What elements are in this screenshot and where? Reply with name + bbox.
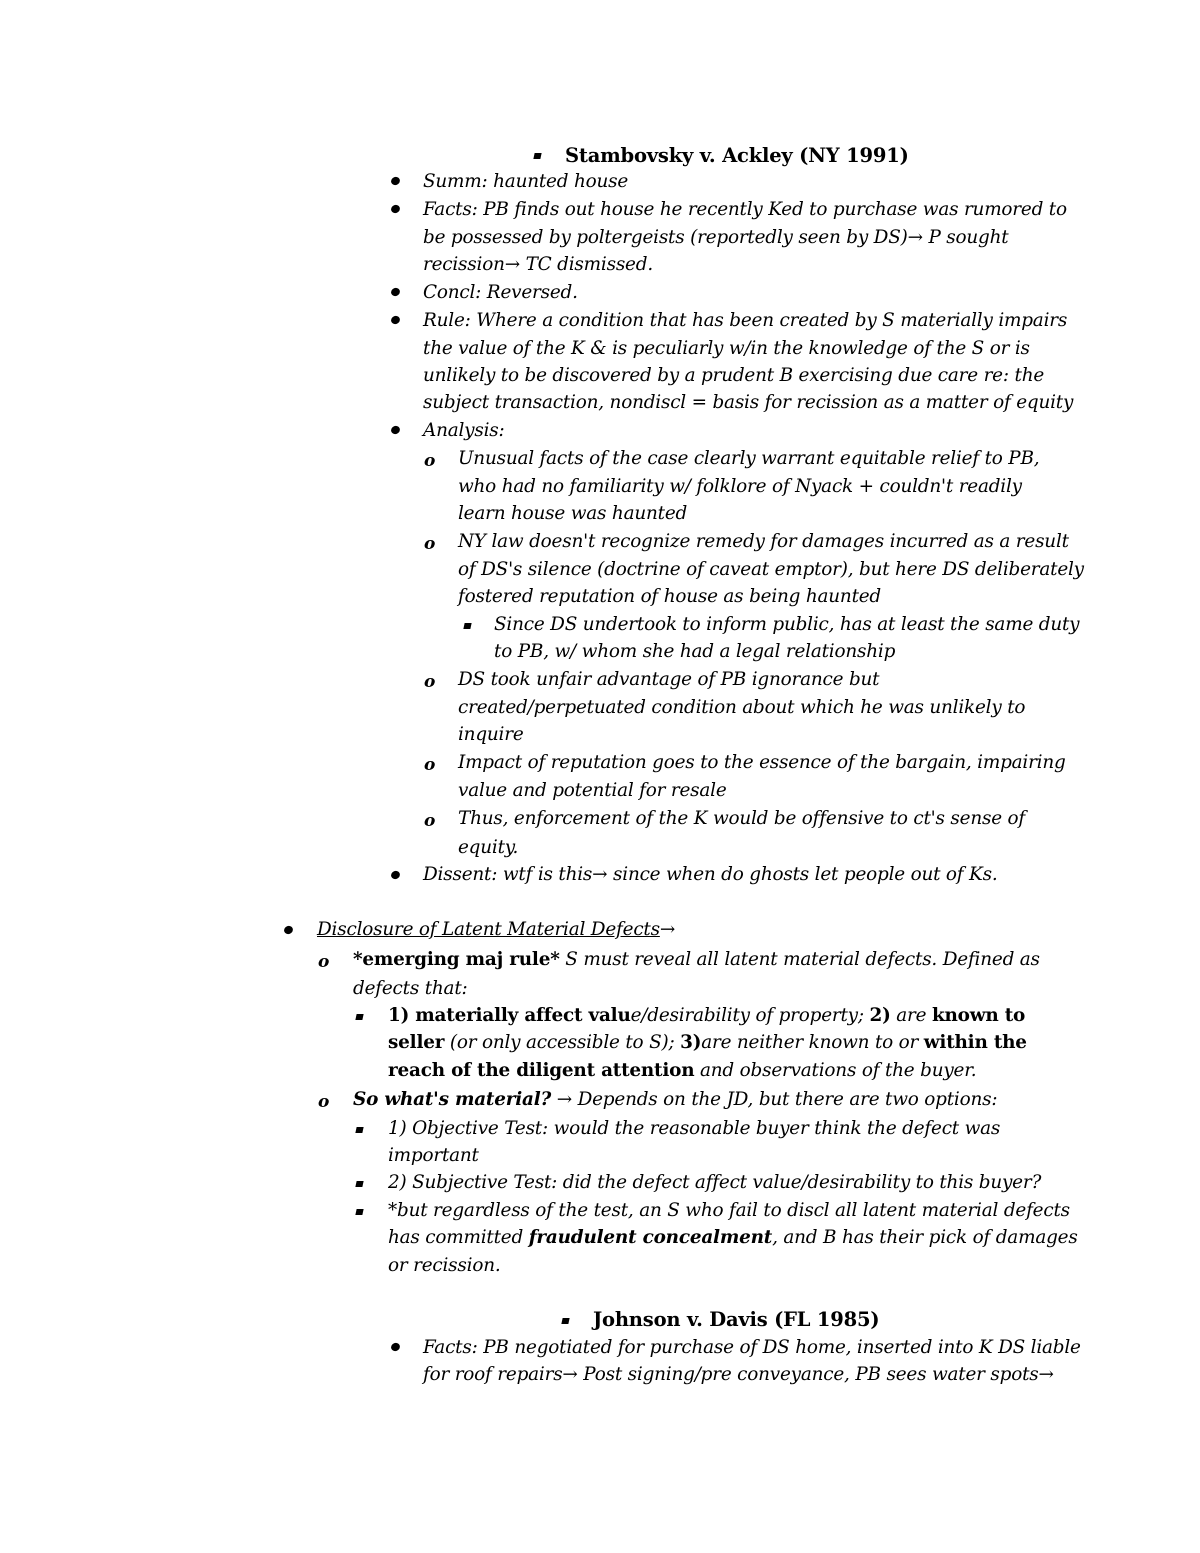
case2-facts-line-2: for roof repairs→ Post signing/pre conveyance, PB sees water spots→	[423, 1364, 1054, 1385]
objective-test-line-1: 1) Objective Test: would the reasonable buyer think the defect was	[388, 1118, 1001, 1139]
conclusion-line: Concl: Reversed.	[423, 282, 578, 303]
square-bullet-icon	[463, 623, 471, 629]
circle-bullet-icon: o	[424, 534, 436, 554]
square-bullet-icon	[355, 1014, 363, 1020]
analysis-2-sub-line-1: Since DS undertook to inform public, has at least the same duty	[494, 614, 1080, 635]
square-bullet-icon	[355, 1209, 363, 1215]
criteria-text: 3)	[680, 1032, 702, 1053]
material-question-line	[353, 1089, 997, 1111]
majority-rule-label: *emerging maj rule*	[353, 949, 560, 970]
regardless-line-3: or recission.	[388, 1255, 501, 1276]
criteria-line-2	[388, 1032, 1027, 1054]
criteria-text: within the	[923, 1032, 1027, 1053]
analysis-1-line-2: who had no familiarity w/ folklore of Nyack + couldn't readily	[458, 476, 1022, 497]
fraudulent-concealment: fraudulent concealment	[528, 1227, 773, 1248]
criteria-text: (or only accessible to S);	[444, 1032, 681, 1053]
case-title-stambovsky: Stambovsky v. Ackley (NY 1991)	[565, 144, 909, 167]
analysis-1-line-3: learn house was haunted	[458, 503, 688, 524]
regardless-text: has committed	[388, 1227, 529, 1248]
circle-bullet-icon: o	[318, 1092, 330, 1112]
rule-line-4: subject transaction, nondiscl = basis for recission as a matter of equity	[423, 392, 1074, 413]
analysis-2-line-2: of DS's silence (doctrine of caveat emptor), but here DS deliberately	[458, 559, 1084, 580]
analysis-5-line-1: Thus, enforcement of the K would be offensive to ct's sense of	[458, 808, 1026, 829]
summary-line: Summ: haunted house	[423, 171, 629, 192]
disclosure-heading-text: Disclosure of Latent Material Defects	[317, 919, 660, 940]
criteria-text: are neither known to or	[701, 1032, 924, 1053]
analysis-3-line-3: inquire	[458, 724, 524, 745]
facts-line-2: be possessed by poltergeists (reportedly seen by DS)→ P sought	[423, 227, 1009, 248]
analysis-2-line-3: fostered reputation of house as being haunted	[458, 586, 882, 607]
rule-line-2: the value of the K & is peculiarly w/in the knowledge of the S or is	[423, 338, 1030, 359]
dissent-line: Dissent: wtf is this→ since when do ghosts let people out of Ks.	[423, 864, 998, 885]
majority-rule-line-1	[353, 949, 1040, 971]
criteria-text: are	[890, 1005, 932, 1026]
rule-line-3: unlikely to be discovered by a prudent B exercising due care re: the	[423, 365, 1045, 386]
circle-bullet-icon: o	[424, 451, 436, 471]
square-bullet-icon	[561, 1318, 569, 1324]
criteria-text: and observations of the buyer.	[694, 1060, 977, 1081]
analysis-5-line-2: equity.	[458, 837, 519, 858]
round-bullet-icon	[390, 314, 402, 325]
case-title-johnson: Johnson v. Davis (FL 1985)	[593, 1308, 880, 1331]
round-bullet-icon	[390, 424, 402, 435]
criteria-text: 2)	[869, 1005, 891, 1026]
circle-bullet-icon: o	[424, 811, 436, 831]
criteria-line-1	[388, 1005, 1025, 1027]
analysis-2-line-1: NY law doesn't recognize remedy for damages incurred as a result	[458, 531, 1069, 552]
round-bullet-icon	[390, 175, 402, 186]
circle-bullet-icon: o	[424, 672, 436, 692]
facts-line-1: Facts: PB finds out house he recently Ked to purchase was rumored to	[423, 199, 1067, 220]
round-bullet-icon	[390, 1341, 402, 1352]
square-bullet-icon	[533, 153, 541, 159]
circle-bullet-icon: o	[424, 755, 436, 775]
criteria-text: reach of the diligent attention	[388, 1060, 695, 1081]
regardless-text: , and B has their pick of damages	[772, 1227, 1078, 1248]
square-bullet-icon	[355, 1181, 363, 1187]
arrow-icon: →	[659, 919, 676, 940]
material-question: So what's material?	[353, 1089, 552, 1110]
majority-rule-line-2: defects that:	[353, 978, 468, 999]
analysis-3-line-1: DS took unfair advantage of PB ignorance but	[458, 669, 880, 690]
majority-rule-text: S must reveal all latent material defects. Defined as	[559, 949, 1040, 970]
analysis-2-sub-line-2: to PB, w/ whom she had a legal relationship	[494, 641, 896, 662]
round-bullet-icon	[390, 869, 402, 880]
round-bullet-icon	[390, 203, 402, 214]
square-bullet-icon	[355, 1127, 363, 1133]
regardless-line-1: *but regardless of the test, an S who fail to discl all latent material defects	[388, 1200, 1070, 1221]
circle-bullet-icon: o	[318, 952, 330, 972]
case2-facts-line-1: Facts: PB negotiated for purchase of DS home, inserted into K DS liable	[423, 1337, 1081, 1358]
criteria-text: seller	[388, 1032, 445, 1053]
analysis-4-line-1: Impact of reputation goes to the essence of the bargain, impairing	[458, 752, 1066, 773]
regardless-line-2	[388, 1227, 1078, 1249]
analysis-1-line-1: Unusual facts of the case clearly warrant equitable relief to PB,	[458, 448, 1040, 469]
analysis-label: Analysis:	[423, 420, 505, 441]
analysis-3-line-2: created/perpetuated condition about which he was unlikely to	[458, 697, 1026, 718]
criteria-text: known to	[931, 1005, 1026, 1026]
criteria-text: e/desirability of property;	[630, 1005, 870, 1026]
criteria-text: 1) materially affect valu	[388, 1005, 631, 1026]
disclosure-heading	[317, 919, 675, 941]
rule-line-1: Rule: Where a condition that has been created by S materially impairs	[423, 310, 1068, 331]
analysis-4-line-2: value and potential for resale	[458, 780, 727, 801]
round-bullet-icon	[390, 286, 402, 297]
criteria-line-3	[388, 1060, 976, 1082]
objective-test-line-2: important	[388, 1145, 479, 1166]
round-bullet-icon	[283, 924, 295, 935]
material-answer: → Depends on the JD, but there are two options:	[551, 1089, 998, 1110]
facts-line-3: recission→ TC dismissed.	[423, 254, 653, 275]
subjective-test-line: 2) Subjective Test: did the defect affect value/desirability to this buyer?	[388, 1172, 1042, 1193]
